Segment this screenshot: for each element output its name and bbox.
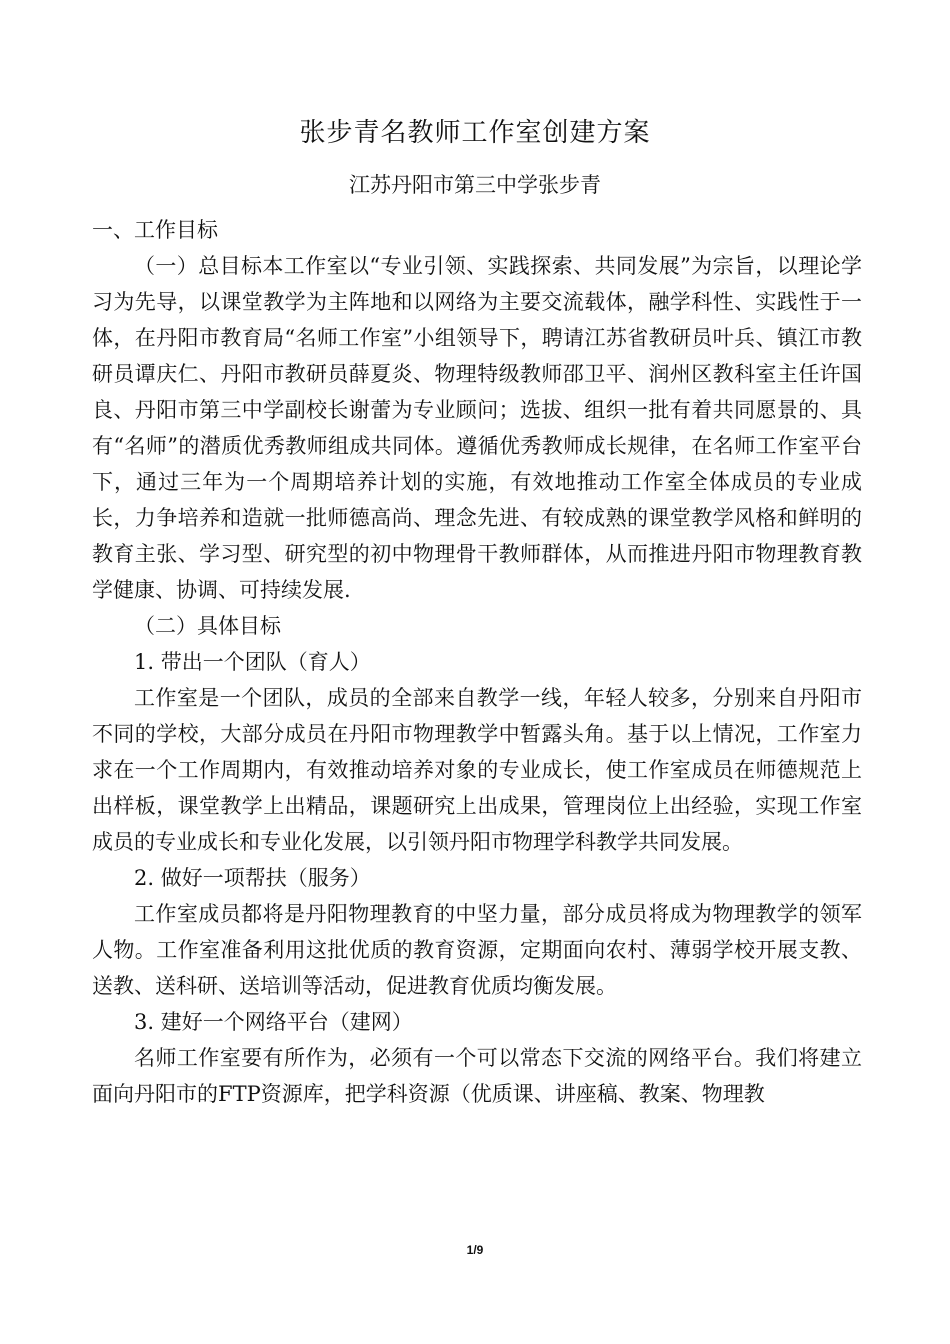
- paragraph-team: 工作室是一个团队，成员的全部来自教学一线，年轻人较多，分别来自丹阳市不同的学校，大部分成员在丹阳市物理教学中暂露头角。基于以上情况，工作室力求在一个工作周期内，有效推动培养对象的专业成长，使工作室成员在师德规范上出样板，课堂教学上出精品，课题研究上出成果，管理岗位上出经验，实现工作室成员的专业成长和专业化发展，以引领丹阳市物理学科教学共同发展。: [92, 686, 862, 854]
- item-heading-network: 3. 建好一个网络平台（建网）: [134, 1010, 413, 1034]
- subheading-specific-goals: （二）具体目标: [134, 614, 281, 638]
- page-number: 1/9: [466, 1243, 484, 1257]
- document-author: 江苏丹阳市第三中学张步青: [349, 173, 601, 197]
- item-heading-service: 2. 做好一项帮扶（服务）: [134, 866, 371, 890]
- item-heading-team: 1. 带出一个团队（育人）: [134, 650, 371, 674]
- paragraph-overall-goal: （一）总目标本工作室以“专业引领、实践探索、共同发展”为宗旨，以理论学习为先导，以课堂教学为主阵地和以网络为主要交流载体，融学科性、实践性于一体，在丹阳市教育局“名师工作室”小组领导下，聘请江苏省教研员叶兵、镇江市教研员谭庆仁、丹阳市教研员薛夏炎、物理特级教师邵卫平、润州区教科室主任许国良、丹阳市第三中学副校长谢蕾为专业顾问；选拔、组织一批有着共同愿景的、具有“名师”的潜质优秀教师组成共同体。遵循优秀教师成长规律，在名师工作室平台下，通过三年为一个周期培养计划的实施，有效地推动工作室全体成员的专业成长，力争培养和造就一批师德高尚、理念先进、有较成熟的课堂教学风格和鲜明的教育主张、学习型、研究型的初中物理骨干教师群体，从而推进丹阳市物理教育教学健康、协调、可持续发展.: [92, 254, 862, 602]
- document-title: 张步青名教师工作室创建方案: [299, 118, 651, 148]
- paragraph-network: 名师工作室要有所作为，必须有一个可以常态下交流的网络平台。我们将建立面向丹阳市的FTP资源库，把学科资源（优质课、讲座稿、教案、物理教: [92, 1046, 862, 1106]
- section-heading: 一、工作目标: [92, 218, 218, 242]
- document-body: [92, 210, 862, 1112]
- paragraph-service: 工作室成员都将是丹阳物理教育的中坚力量，部分成员将成为物理教学的领军人物。工作室准备利用这批优质的教育资源，定期面向农村、薄弱学校开展支教、送教、送科研、送培训等活动，促进教育优质均衡发展。: [92, 902, 862, 998]
